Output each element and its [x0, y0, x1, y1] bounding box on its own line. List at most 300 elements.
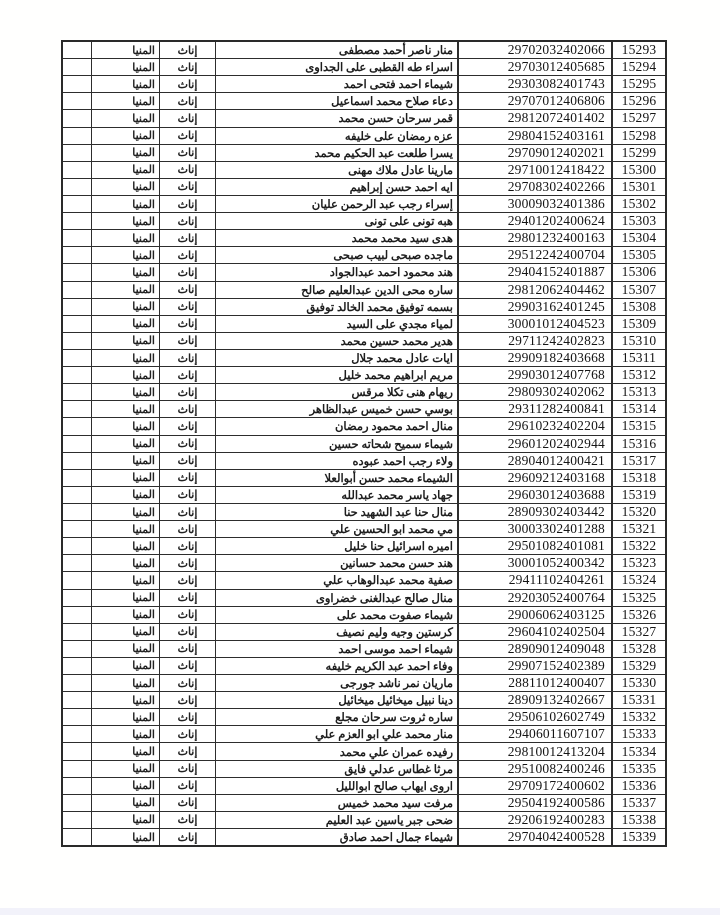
- names-registry-table: [61, 40, 667, 847]
- governorate-cell: المنيا: [91, 778, 159, 794]
- gender-cell: إناث: [159, 538, 215, 554]
- name-cell: ساره ثروت سرحان مجلع: [215, 709, 457, 725]
- empty-cell: [63, 384, 91, 400]
- table-row: [63, 708, 665, 725]
- empty-cell: [63, 692, 91, 708]
- national-id-cell: 29707012406806: [457, 93, 611, 109]
- serial-number-cell: 15323: [611, 555, 665, 571]
- empty-cell: [63, 333, 91, 349]
- governorate-cell: المنيا: [91, 59, 159, 75]
- gender-cell: إناث: [159, 487, 215, 503]
- empty-cell: [63, 641, 91, 657]
- gender-cell: إناث: [159, 521, 215, 537]
- table-row: [63, 811, 665, 828]
- serial-number-cell: 15310: [611, 333, 665, 349]
- name-cell: هدى سيد محمد محمد: [215, 230, 457, 246]
- table-row: [63, 246, 665, 263]
- serial-number-cell: 15300: [611, 162, 665, 178]
- governorate-cell: المنيا: [91, 590, 159, 606]
- table-row: [63, 42, 665, 58]
- gender-cell: إناث: [159, 213, 215, 229]
- name-cell: الشيماء محمد حسن أبوالعلا: [215, 470, 457, 486]
- table-row: [63, 435, 665, 452]
- governorate-cell: المنيا: [91, 453, 159, 469]
- table-row: [63, 554, 665, 571]
- national-id-cell: 29702032402066: [457, 42, 611, 58]
- gender-cell: إناث: [159, 572, 215, 588]
- empty-cell: [63, 247, 91, 263]
- governorate-cell: المنيا: [91, 692, 159, 708]
- national-id-cell: 29603012403688: [457, 487, 611, 503]
- national-id-cell: 29809302402062: [457, 384, 611, 400]
- national-id-cell: 29206192400283: [457, 812, 611, 828]
- table-row: [63, 777, 665, 794]
- table-row: [63, 212, 665, 229]
- table-row: [63, 92, 665, 109]
- serial-number-cell: 15326: [611, 607, 665, 623]
- empty-cell: [63, 624, 91, 640]
- table-row: [63, 400, 665, 417]
- national-id-cell: 30009032401386: [457, 196, 611, 212]
- national-id-cell: 29311282400841: [457, 401, 611, 417]
- empty-cell: [63, 93, 91, 109]
- gender-cell: إناث: [159, 145, 215, 161]
- name-cell: اميره اسرائيل حنا خليل: [215, 538, 457, 554]
- name-cell: ولاء رجب احمد عبوده: [215, 453, 457, 469]
- national-id-cell: 30001052400342: [457, 555, 611, 571]
- table-row: [63, 606, 665, 623]
- serial-number-cell: 15338: [611, 812, 665, 828]
- national-id-cell: 28909012409048: [457, 641, 611, 657]
- national-id-cell: 29703012405685: [457, 59, 611, 75]
- name-cell: هند محمود احمد عبدالجواد: [215, 264, 457, 280]
- serial-number-cell: 15324: [611, 572, 665, 588]
- governorate-cell: المنيا: [91, 76, 159, 92]
- national-id-cell: 29903162401245: [457, 299, 611, 315]
- governorate-cell: المنيا: [91, 538, 159, 554]
- governorate-cell: المنيا: [91, 128, 159, 144]
- gender-cell: إناث: [159, 333, 215, 349]
- name-cell: بسمه توفيق محمد الخالد توفيق: [215, 299, 457, 315]
- empty-cell: [63, 230, 91, 246]
- empty-cell: [63, 418, 91, 434]
- serial-number-cell: 15318: [611, 470, 665, 486]
- table-row: [63, 503, 665, 520]
- serial-number-cell: 15329: [611, 658, 665, 674]
- governorate-cell: المنيا: [91, 93, 159, 109]
- name-cell: هند حسن محمد حسانين: [215, 555, 457, 571]
- empty-cell: [63, 590, 91, 606]
- national-id-cell: 29501082401081: [457, 538, 611, 554]
- governorate-cell: المنيا: [91, 743, 159, 759]
- table-row: [63, 229, 665, 246]
- governorate-cell: المنيا: [91, 316, 159, 332]
- table-row: [63, 589, 665, 606]
- name-cell: شيماء صفوت محمد على: [215, 607, 457, 623]
- national-id-cell: 29709012402021: [457, 145, 611, 161]
- gender-cell: إناث: [159, 761, 215, 777]
- gender-cell: إناث: [159, 692, 215, 708]
- governorate-cell: المنيا: [91, 658, 159, 674]
- serial-number-cell: 15330: [611, 675, 665, 691]
- name-cell: بوسي حسن خميس عبدالظاهر: [215, 401, 457, 417]
- national-id-cell: 29303082401743: [457, 76, 611, 92]
- empty-cell: [63, 282, 91, 298]
- name-cell: مي محمد ابو الحسين علي: [215, 521, 457, 537]
- serial-number-cell: 15337: [611, 795, 665, 811]
- table-row: [63, 127, 665, 144]
- national-id-cell: 29907152402389: [457, 658, 611, 674]
- gender-cell: إناث: [159, 93, 215, 109]
- governorate-cell: المنيا: [91, 299, 159, 315]
- governorate-cell: المنيا: [91, 761, 159, 777]
- empty-cell: [63, 316, 91, 332]
- table-rows: [63, 42, 665, 845]
- serial-number-cell: 15306: [611, 264, 665, 280]
- table-row: [63, 263, 665, 280]
- serial-number-cell: 15320: [611, 504, 665, 520]
- serial-number-cell: 15303: [611, 213, 665, 229]
- name-cell: شيماء سميح شحاته حسين: [215, 436, 457, 452]
- name-cell: اسراء طه القطبى على الجداوى: [215, 59, 457, 75]
- empty-cell: [63, 299, 91, 315]
- empty-cell: [63, 778, 91, 794]
- table-row: [63, 195, 665, 212]
- serial-number-cell: 15315: [611, 418, 665, 434]
- serial-number-cell: 15327: [611, 624, 665, 640]
- empty-cell: [63, 213, 91, 229]
- gender-cell: إناث: [159, 384, 215, 400]
- name-cell: كرستين وجيه وليم نصيف: [215, 624, 457, 640]
- national-id-cell: 29903012407768: [457, 367, 611, 383]
- name-cell: هدير محمد حسين محمد: [215, 333, 457, 349]
- name-cell: مارينا عادل ملاك مهنى: [215, 162, 457, 178]
- serial-number-cell: 15325: [611, 590, 665, 606]
- table-row: [63, 828, 665, 845]
- gender-cell: إناث: [159, 778, 215, 794]
- national-id-cell: 29801232400163: [457, 230, 611, 246]
- gender-cell: إناث: [159, 470, 215, 486]
- national-id-cell: 30003302401288: [457, 521, 611, 537]
- empty-cell: [63, 179, 91, 195]
- scan-edge-band: [0, 908, 720, 915]
- empty-cell: [63, 367, 91, 383]
- national-id-cell: 29610232402204: [457, 418, 611, 434]
- gender-cell: إناث: [159, 743, 215, 759]
- empty-cell: [63, 162, 91, 178]
- empty-cell: [63, 555, 91, 571]
- name-cell: ريهام هنى تكلا مرقس: [215, 384, 457, 400]
- national-id-cell: 29909182403668: [457, 350, 611, 366]
- table-row: [63, 109, 665, 126]
- empty-cell: [63, 436, 91, 452]
- serial-number-cell: 15301: [611, 179, 665, 195]
- serial-number-cell: 15297: [611, 110, 665, 126]
- gender-cell: إناث: [159, 453, 215, 469]
- serial-number-cell: 15308: [611, 299, 665, 315]
- serial-number-cell: 15332: [611, 709, 665, 725]
- national-id-cell: 29506102602749: [457, 709, 611, 725]
- gender-cell: إناث: [159, 555, 215, 571]
- national-id-cell: 28904012400421: [457, 453, 611, 469]
- name-cell: شيماء جمال احمد صادق: [215, 829, 457, 845]
- serial-number-cell: 15335: [611, 761, 665, 777]
- name-cell: ماريان نمر ناشد جورجى: [215, 675, 457, 691]
- name-cell: إسراء رجب عبد الرحمن عليان: [215, 196, 457, 212]
- name-cell: جهاد ياسر محمد عبدالله: [215, 487, 457, 503]
- table-row: [63, 178, 665, 195]
- governorate-cell: المنيا: [91, 487, 159, 503]
- empty-cell: [63, 795, 91, 811]
- national-id-cell: 29812072401402: [457, 110, 611, 126]
- name-cell: اروى ايهاب صالح ابوالليل: [215, 778, 457, 794]
- governorate-cell: المنيا: [91, 401, 159, 417]
- national-id-cell: 29804152403161: [457, 128, 611, 144]
- table-row: [63, 486, 665, 503]
- gender-cell: إناث: [159, 624, 215, 640]
- empty-cell: [63, 264, 91, 280]
- serial-number-cell: 15321: [611, 521, 665, 537]
- serial-number-cell: 15307: [611, 282, 665, 298]
- governorate-cell: المنيا: [91, 726, 159, 742]
- national-id-cell: 29709172400602: [457, 778, 611, 794]
- name-cell: قمر سرحان حسن محمد: [215, 110, 457, 126]
- table-row: [63, 657, 665, 674]
- empty-cell: [63, 42, 91, 58]
- gender-cell: إناث: [159, 418, 215, 434]
- serial-number-cell: 15309: [611, 316, 665, 332]
- governorate-cell: المنيا: [91, 145, 159, 161]
- gender-cell: إناث: [159, 230, 215, 246]
- gender-cell: إناث: [159, 829, 215, 845]
- governorate-cell: المنيا: [91, 521, 159, 537]
- national-id-cell: 28909132402667: [457, 692, 611, 708]
- serial-number-cell: 15295: [611, 76, 665, 92]
- gender-cell: إناث: [159, 42, 215, 58]
- name-cell: عزه رمضان على خليفه: [215, 128, 457, 144]
- gender-cell: إناث: [159, 128, 215, 144]
- gender-cell: إناث: [159, 59, 215, 75]
- empty-cell: [63, 76, 91, 92]
- table-row: [63, 332, 665, 349]
- name-cell: ايات عادل محمد جلال: [215, 350, 457, 366]
- name-cell: ساره محى الدين عبدالعليم صالح: [215, 282, 457, 298]
- name-cell: لمياء مجدي على السيد: [215, 316, 457, 332]
- national-id-cell: 29203052400764: [457, 590, 611, 606]
- table-row: [63, 452, 665, 469]
- empty-cell: [63, 726, 91, 742]
- table-row: [63, 144, 665, 161]
- empty-cell: [63, 504, 91, 520]
- national-id-cell: 30001012404523: [457, 316, 611, 332]
- governorate-cell: المنيا: [91, 555, 159, 571]
- gender-cell: إناث: [159, 675, 215, 691]
- empty-cell: [63, 350, 91, 366]
- table-row: [63, 298, 665, 315]
- governorate-cell: المنيا: [91, 470, 159, 486]
- table-row: [63, 366, 665, 383]
- governorate-cell: المنيا: [91, 367, 159, 383]
- name-cell: منار محمد علي ابو العزم علي: [215, 726, 457, 742]
- empty-cell: [63, 128, 91, 144]
- empty-cell: [63, 761, 91, 777]
- governorate-cell: المنيا: [91, 504, 159, 520]
- national-id-cell: 29406011607107: [457, 726, 611, 742]
- governorate-cell: المنيا: [91, 179, 159, 195]
- gender-cell: إناث: [159, 709, 215, 725]
- national-id-cell: 29401202400624: [457, 213, 611, 229]
- empty-cell: [63, 812, 91, 828]
- gender-cell: إناث: [159, 607, 215, 623]
- governorate-cell: المنيا: [91, 812, 159, 828]
- serial-number-cell: 15331: [611, 692, 665, 708]
- governorate-cell: المنيا: [91, 572, 159, 588]
- governorate-cell: المنيا: [91, 641, 159, 657]
- governorate-cell: المنيا: [91, 213, 159, 229]
- national-id-cell: 29510082400246: [457, 761, 611, 777]
- serial-number-cell: 15334: [611, 743, 665, 759]
- governorate-cell: المنيا: [91, 829, 159, 845]
- serial-number-cell: 15302: [611, 196, 665, 212]
- governorate-cell: المنيا: [91, 384, 159, 400]
- empty-cell: [63, 110, 91, 126]
- serial-number-cell: 15294: [611, 59, 665, 75]
- empty-cell: [63, 743, 91, 759]
- gender-cell: إناث: [159, 726, 215, 742]
- national-id-cell: 29006062403125: [457, 607, 611, 623]
- governorate-cell: المنيا: [91, 247, 159, 263]
- empty-cell: [63, 59, 91, 75]
- gender-cell: إناث: [159, 350, 215, 366]
- table-row: [63, 742, 665, 759]
- empty-cell: [63, 538, 91, 554]
- gender-cell: إناث: [159, 812, 215, 828]
- serial-number-cell: 15322: [611, 538, 665, 554]
- table-row: [63, 58, 665, 75]
- name-cell: منار ناصر أحمد مصطفى: [215, 42, 457, 58]
- table-row: [63, 725, 665, 742]
- national-id-cell: 29601202402944: [457, 436, 611, 452]
- name-cell: يسرا طلعت عبد الحكيم محمد: [215, 145, 457, 161]
- name-cell: ايه احمد حسن إبراهيم: [215, 179, 457, 195]
- name-cell: منال صالح عبدالغنى خضراوى: [215, 590, 457, 606]
- table-row: [63, 383, 665, 400]
- governorate-cell: المنيا: [91, 709, 159, 725]
- empty-cell: [63, 487, 91, 503]
- name-cell: ضحى جبر ياسين عبد العليم: [215, 812, 457, 828]
- serial-number-cell: 15293: [611, 42, 665, 58]
- national-id-cell: 29711242402823: [457, 333, 611, 349]
- empty-cell: [63, 401, 91, 417]
- table-row: [63, 315, 665, 332]
- national-id-cell: 29704042400528: [457, 829, 611, 845]
- table-row: [63, 760, 665, 777]
- national-id-cell: 29609212403168: [457, 470, 611, 486]
- empty-cell: [63, 521, 91, 537]
- table-row: [63, 537, 665, 554]
- national-id-cell: 29411102404261: [457, 572, 611, 588]
- governorate-cell: المنيا: [91, 436, 159, 452]
- national-id-cell: 28909302403442: [457, 504, 611, 520]
- name-cell: منال احمد محمود رمضان: [215, 418, 457, 434]
- serial-number-cell: 15298: [611, 128, 665, 144]
- governorate-cell: المنيا: [91, 264, 159, 280]
- empty-cell: [63, 572, 91, 588]
- gender-cell: إناث: [159, 367, 215, 383]
- table-row: [63, 349, 665, 366]
- name-cell: منال حنا عبد الشهيد حنا: [215, 504, 457, 520]
- gender-cell: إناث: [159, 504, 215, 520]
- name-cell: شيماء احمد فتحى احمد: [215, 76, 457, 92]
- empty-cell: [63, 196, 91, 212]
- serial-number-cell: 15305: [611, 247, 665, 263]
- empty-cell: [63, 607, 91, 623]
- serial-number-cell: 15317: [611, 453, 665, 469]
- governorate-cell: المنيا: [91, 42, 159, 58]
- gender-cell: إناث: [159, 247, 215, 263]
- empty-cell: [63, 453, 91, 469]
- serial-number-cell: 15304: [611, 230, 665, 246]
- national-id-cell: 29710012418422: [457, 162, 611, 178]
- governorate-cell: المنيا: [91, 795, 159, 811]
- table-row: [63, 691, 665, 708]
- serial-number-cell: 15328: [611, 641, 665, 657]
- national-id-cell: 29810012413204: [457, 743, 611, 759]
- serial-number-cell: 15313: [611, 384, 665, 400]
- governorate-cell: المنيا: [91, 350, 159, 366]
- gender-cell: إناث: [159, 590, 215, 606]
- name-cell: صفية محمد عبدالوهاب علي: [215, 572, 457, 588]
- table-row: [63, 469, 665, 486]
- name-cell: ماجده صبحى لبيب صبحى: [215, 247, 457, 263]
- table-row: [63, 640, 665, 657]
- serial-number-cell: 15311: [611, 350, 665, 366]
- gender-cell: إناث: [159, 658, 215, 674]
- name-cell: رفيده عمران علي محمد: [215, 743, 457, 759]
- serial-number-cell: 15316: [611, 436, 665, 452]
- governorate-cell: المنيا: [91, 196, 159, 212]
- national-id-cell: 29512242400704: [457, 247, 611, 263]
- empty-cell: [63, 829, 91, 845]
- table-row: [63, 794, 665, 811]
- governorate-cell: المنيا: [91, 624, 159, 640]
- governorate-cell: المنيا: [91, 333, 159, 349]
- national-id-cell: 29504192400586: [457, 795, 611, 811]
- gender-cell: إناث: [159, 795, 215, 811]
- empty-cell: [63, 709, 91, 725]
- serial-number-cell: 15319: [611, 487, 665, 503]
- governorate-cell: المنيا: [91, 282, 159, 298]
- gender-cell: إناث: [159, 179, 215, 195]
- empty-cell: [63, 658, 91, 674]
- serial-number-cell: 15333: [611, 726, 665, 742]
- governorate-cell: المنيا: [91, 230, 159, 246]
- table-row: [63, 417, 665, 434]
- gender-cell: إناث: [159, 196, 215, 212]
- empty-cell: [63, 675, 91, 691]
- serial-number-cell: 15339: [611, 829, 665, 845]
- national-id-cell: 29708302402266: [457, 179, 611, 195]
- table-row: [63, 520, 665, 537]
- empty-cell: [63, 145, 91, 161]
- national-id-cell: 29604102402504: [457, 624, 611, 640]
- governorate-cell: المنيا: [91, 110, 159, 126]
- table-row: [63, 281, 665, 298]
- serial-number-cell: 15336: [611, 778, 665, 794]
- national-id-cell: 29812062404462: [457, 282, 611, 298]
- table-row: [63, 75, 665, 92]
- gender-cell: إناث: [159, 282, 215, 298]
